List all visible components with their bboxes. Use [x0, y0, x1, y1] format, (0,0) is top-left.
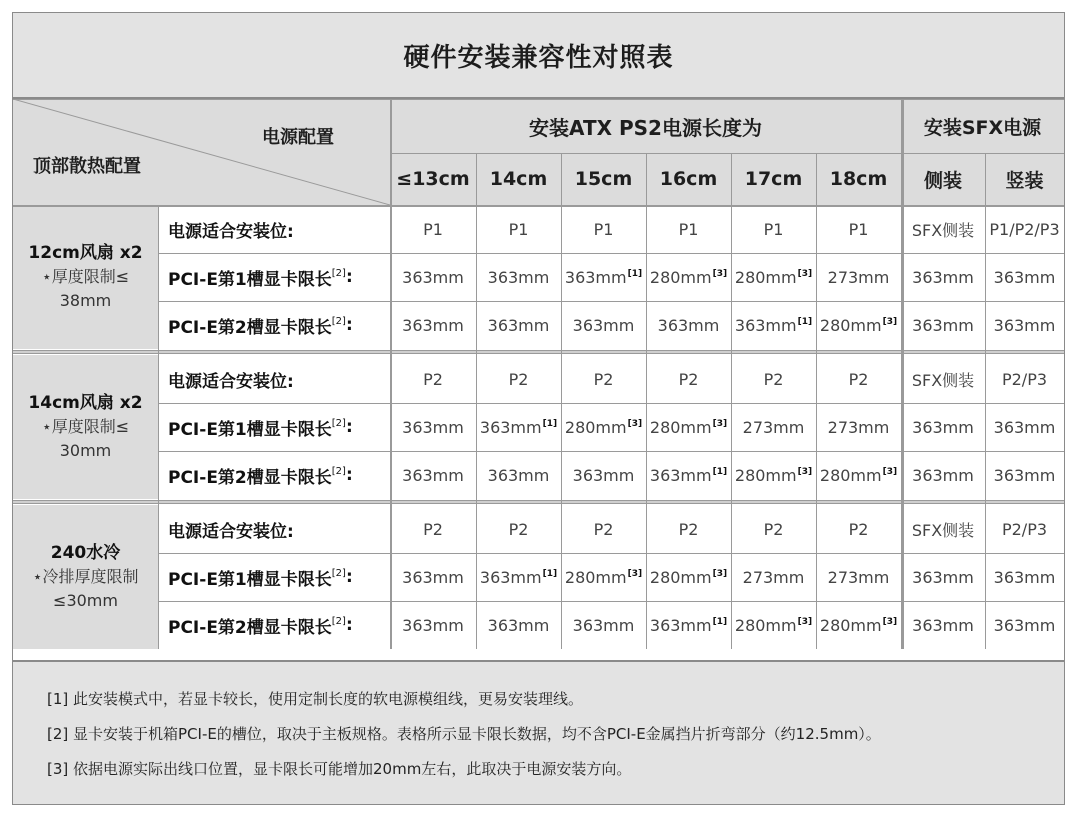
- grid-line: [158, 301, 1064, 302]
- cell-value: 363mm: [993, 615, 1056, 635]
- table-cell: [901, 601, 985, 649]
- cell-value: 363mm: [993, 567, 1056, 587]
- column-header: 竖装: [985, 153, 1064, 205]
- cell-value: 363mm: [993, 465, 1056, 485]
- cell-value: 363mm: [479, 417, 542, 437]
- grid-line: [158, 205, 159, 649]
- cell-value: P2: [508, 519, 529, 539]
- table-cell: [985, 355, 1064, 403]
- row-label-text: 电源适合安装位:: [168, 221, 294, 242]
- cell-value: P2: [848, 519, 869, 539]
- cell-value: 273mm: [827, 567, 890, 587]
- table-cell: [646, 553, 731, 601]
- cell-value: P1: [678, 219, 699, 239]
- cell-value: 363mm: [912, 465, 974, 485]
- row-label-mount: [158, 205, 390, 253]
- table-cell: [390, 355, 476, 403]
- table-cell: [731, 553, 816, 601]
- cell-value: 363mm: [993, 267, 1056, 287]
- grid-line: [13, 99, 1064, 100]
- table-cell: [561, 553, 646, 601]
- cell-value: 363mm: [572, 315, 635, 335]
- cell-value: P2: [678, 369, 699, 389]
- row-label-colon: :: [345, 417, 353, 437]
- cell-footnote-ref: [3]: [797, 467, 813, 477]
- grid-line: [646, 153, 647, 649]
- table-cell: [646, 355, 731, 403]
- cell-value: 280mm: [564, 417, 627, 437]
- column-header: ≤13cm: [390, 153, 476, 205]
- table-cell: [476, 451, 561, 499]
- table-cell: [816, 553, 901, 601]
- row-label-mount: [158, 505, 390, 553]
- cell-value: 363mm: [572, 615, 635, 635]
- cell-footnote-ref: [3]: [627, 419, 643, 429]
- table-cell: [901, 451, 985, 499]
- cell-value: 280mm: [564, 567, 627, 587]
- cell-value: 280mm: [734, 465, 797, 485]
- corner-left-label: 顶部散热配置: [33, 156, 141, 177]
- grid-line: [731, 153, 732, 649]
- grid-line: [158, 553, 1064, 554]
- row-label-mount: [158, 355, 390, 403]
- table-cell: [985, 205, 1064, 253]
- cell-value: 363mm: [487, 615, 550, 635]
- table-cell: [561, 601, 646, 649]
- cell-footnote-ref: [3]: [712, 419, 728, 429]
- table-cell: [561, 505, 646, 553]
- table-cell: [731, 355, 816, 403]
- table-cell: [476, 205, 561, 253]
- cell-value: P2: [763, 369, 784, 389]
- grid-line: [476, 153, 477, 649]
- cell-value: SFX侧装: [911, 520, 975, 540]
- grid-line: [901, 99, 904, 649]
- cell-value: 273mm: [742, 567, 805, 587]
- cell-footnote-ref: [1]: [712, 467, 728, 477]
- cell-value: P2/P3: [1001, 369, 1048, 389]
- cell-footnote-ref: [3]: [882, 317, 898, 327]
- table-cell: [985, 553, 1064, 601]
- cell-value: 363mm: [734, 315, 797, 335]
- column-header: 15cm: [561, 153, 646, 205]
- table-cell: [390, 451, 476, 499]
- cell-value: P2/P3: [1001, 519, 1048, 539]
- cell-footnote-ref: [1]: [797, 317, 813, 327]
- cell-value: P1: [848, 219, 869, 239]
- cell-footnote-ref: [1]: [542, 569, 558, 579]
- section-group-cell: [13, 505, 158, 649]
- section-note-line-1: ⋆厚度限制≤: [41, 267, 130, 286]
- row-label-footnote-ref: [2]: [331, 465, 346, 477]
- table-cell: [476, 301, 561, 349]
- cell-value: P2: [848, 369, 869, 389]
- row-label-text: PCI-E第1槽显卡限长: [168, 419, 332, 440]
- table-cell: [816, 301, 901, 349]
- table-cell: [731, 301, 816, 349]
- cell-value: P1: [763, 219, 784, 239]
- table-cell: [476, 253, 561, 301]
- table-cell: [390, 205, 476, 253]
- column-header: 侧装: [901, 153, 985, 205]
- row-label-text: PCI-E第1槽显卡限长: [168, 569, 332, 590]
- row-label-footnote-ref: [2]: [331, 267, 346, 279]
- section-name: 14cm风扇 x2: [28, 393, 143, 413]
- row-label-footnote-ref: [2]: [331, 615, 346, 627]
- table-cell: [390, 253, 476, 301]
- section-separator: [13, 500, 1064, 504]
- table-cell: [561, 403, 646, 451]
- cell-value: 363mm: [479, 567, 542, 587]
- grid-line: [158, 403, 1064, 404]
- cell-value: 280mm: [649, 567, 712, 587]
- cell-value: 280mm: [649, 417, 712, 437]
- table-cell: [985, 301, 1064, 349]
- cell-footnote-ref: [3]: [882, 467, 898, 477]
- cell-value: 363mm: [402, 567, 464, 587]
- atx-group-header: 安装ATX PS2电源长度为: [390, 99, 901, 153]
- cell-value: P1/P2/P3: [989, 219, 1060, 239]
- cell-value: 363mm: [912, 567, 974, 587]
- table-cell: [390, 601, 476, 649]
- cell-value: P2: [678, 519, 699, 539]
- corner-top-label: 电源配置: [262, 127, 334, 148]
- section-note-line-1: ⋆冷排厚度限制: [32, 567, 139, 586]
- cell-value: 363mm: [564, 267, 627, 287]
- table-cell: [646, 601, 731, 649]
- cell-value: 363mm: [912, 315, 974, 335]
- table-cell: [476, 553, 561, 601]
- table-cell: [390, 505, 476, 553]
- table-cell: [901, 403, 985, 451]
- section-group-cell: [13, 355, 158, 499]
- grid-line: [561, 153, 562, 649]
- grid-line: [390, 99, 392, 649]
- row-label-pcie1: [158, 403, 390, 451]
- grid-line: [390, 153, 1064, 154]
- footnote-3: [3] 依据电源实际出线口位置，显卡限长可能增加20mm左右，此取决于电源安装方向。: [47, 760, 632, 778]
- table-cell: [816, 205, 901, 253]
- compatibility-sheet: [12, 12, 1065, 805]
- row-label-footnote-ref: [2]: [331, 567, 346, 579]
- column-header: 14cm: [476, 153, 561, 205]
- table-cell: [901, 253, 985, 301]
- table-cell: [476, 505, 561, 553]
- table-cell: [901, 205, 985, 253]
- column-header: 17cm: [731, 153, 816, 205]
- cell-value: 363mm: [657, 315, 720, 335]
- cell-value: 363mm: [402, 417, 464, 437]
- row-label-pcie2: [158, 451, 390, 499]
- cell-value: P2: [593, 519, 614, 539]
- table-cell: [731, 505, 816, 553]
- table-cell: [646, 253, 731, 301]
- cell-value: 280mm: [734, 267, 797, 287]
- cell-value: 280mm: [819, 615, 882, 635]
- cell-value: 363mm: [572, 465, 635, 485]
- row-label-footnote-ref: [2]: [331, 315, 346, 327]
- section-name: 12cm风扇 x2: [28, 243, 143, 263]
- cell-value: P2: [423, 519, 443, 539]
- table-cell: [476, 355, 561, 403]
- cell-value: P2: [423, 369, 443, 389]
- table-cell: [816, 355, 901, 403]
- section-note-line-1: ⋆厚度限制≤: [41, 417, 130, 436]
- grid-line: [13, 205, 1064, 207]
- row-label-text: 电源适合安装位:: [168, 521, 294, 542]
- section-note-line-2: 38mm: [59, 291, 112, 310]
- table-cell: [985, 253, 1064, 301]
- cell-footnote-ref: [3]: [712, 569, 728, 579]
- section-separator: [13, 350, 1064, 354]
- page-title: 硬件安装兼容性对照表: [13, 13, 1064, 99]
- cell-value: P2: [508, 369, 529, 389]
- row-label-colon: :: [345, 465, 353, 485]
- table-cell: [985, 601, 1064, 649]
- row-label-pcie1: [158, 553, 390, 601]
- corner-header: [13, 99, 390, 205]
- cell-value: 273mm: [827, 417, 890, 437]
- cell-value: SFX侧装: [911, 370, 975, 390]
- cell-footnote-ref: [3]: [797, 617, 813, 627]
- row-label-pcie1: [158, 253, 390, 301]
- table-cell: [731, 205, 816, 253]
- row-label-text: PCI-E第2槽显卡限长: [168, 617, 332, 638]
- row-label-text: 电源适合安装位:: [168, 371, 294, 392]
- row-label-text: PCI-E第2槽显卡限长: [168, 467, 332, 488]
- table-cell: [646, 451, 731, 499]
- cell-footnote-ref: [3]: [712, 269, 728, 279]
- table-cell: [390, 301, 476, 349]
- table-cell: [561, 253, 646, 301]
- table-cell: [901, 505, 985, 553]
- row-label-colon: :: [345, 567, 353, 587]
- table-cell: [816, 403, 901, 451]
- cell-value: 363mm: [993, 417, 1056, 437]
- section-name: 240水冷: [50, 543, 121, 563]
- cell-value: 363mm: [487, 267, 550, 287]
- footnote-1: [1] 此安装模式中，若显卡较长，使用定制长度的软电源模组线，更易安装理线。: [47, 690, 584, 708]
- table-cell: [816, 505, 901, 553]
- cell-value: 280mm: [819, 315, 882, 335]
- table-cell: [985, 505, 1064, 553]
- cell-footnote-ref: [1]: [627, 269, 643, 279]
- cell-value: P1: [423, 219, 443, 239]
- cell-value: 363mm: [402, 315, 464, 335]
- table-cell: [731, 601, 816, 649]
- table-cell: [816, 601, 901, 649]
- row-label-footnote-ref: [2]: [331, 417, 346, 429]
- cell-value: P1: [593, 219, 614, 239]
- table-cell: [561, 205, 646, 253]
- cell-value: 363mm: [402, 267, 464, 287]
- row-label-colon: :: [345, 267, 353, 287]
- table-cell: [901, 301, 985, 349]
- cell-value: 363mm: [487, 315, 550, 335]
- sfx-group-header: 安装SFX电源: [901, 99, 1064, 153]
- section-note-line-2: 30mm: [59, 441, 112, 460]
- table-cell: [476, 601, 561, 649]
- cell-value: P2: [593, 369, 614, 389]
- table-cell: [646, 301, 731, 349]
- table-cell: [561, 355, 646, 403]
- cell-value: 273mm: [742, 417, 805, 437]
- table-cell: [476, 403, 561, 451]
- cell-footnote-ref: [3]: [797, 269, 813, 279]
- grid-line: [816, 153, 817, 649]
- table-cell: [561, 301, 646, 349]
- cell-footnote-ref: [1]: [542, 419, 558, 429]
- grid-line: [158, 253, 1064, 254]
- table-cell: [985, 451, 1064, 499]
- section-group-cell: [13, 205, 158, 349]
- row-label-text: PCI-E第1槽显卡限长: [168, 269, 332, 290]
- cell-value: 363mm: [487, 465, 550, 485]
- table-cell: [816, 253, 901, 301]
- row-label-pcie2: [158, 601, 390, 649]
- table-cell: [646, 205, 731, 253]
- row-label-colon: :: [345, 315, 353, 335]
- cell-value: 280mm: [649, 267, 712, 287]
- table-cell: [901, 355, 985, 403]
- footnotes: [13, 660, 1064, 804]
- table-cell: [731, 403, 816, 451]
- row-label-text: PCI-E第2槽显卡限长: [168, 317, 332, 338]
- cell-footnote-ref: [3]: [627, 569, 643, 579]
- cell-value: 363mm: [402, 615, 464, 635]
- table-cell: [646, 505, 731, 553]
- row-label-pcie2: [158, 301, 390, 349]
- cell-value: P2: [763, 519, 784, 539]
- table-cell: [816, 451, 901, 499]
- column-header: 18cm: [816, 153, 901, 205]
- table-cell: [646, 403, 731, 451]
- grid-line: [158, 601, 1064, 602]
- table-cell: [390, 403, 476, 451]
- table-cell: [901, 553, 985, 601]
- table-cell: [731, 451, 816, 499]
- grid-line: [985, 153, 986, 649]
- cell-value: 363mm: [402, 465, 464, 485]
- cell-footnote-ref: [3]: [882, 617, 898, 627]
- table-cell: [561, 451, 646, 499]
- cell-value: 363mm: [649, 615, 712, 635]
- cell-value: 363mm: [649, 465, 712, 485]
- table-cell: [985, 403, 1064, 451]
- table-cell: [390, 553, 476, 601]
- cell-value: SFX侧装: [911, 220, 975, 240]
- cell-value: P1: [508, 219, 529, 239]
- row-label-colon: :: [345, 615, 353, 635]
- table-cell: [731, 253, 816, 301]
- cell-value: 273mm: [827, 267, 890, 287]
- grid-line: [158, 451, 1064, 452]
- cell-value: 280mm: [819, 465, 882, 485]
- cell-value: 363mm: [912, 267, 974, 287]
- cell-value: 363mm: [912, 417, 974, 437]
- cell-footnote-ref: [1]: [712, 617, 728, 627]
- cell-value: 280mm: [734, 615, 797, 635]
- footnote-2: [2] 显卡安装于机箱PCI-E的槽位，取决于主板规格。表格所示显卡限长数据，均不含PCI-E金属挡片折弯部分（约12.5mm）。: [47, 725, 881, 743]
- cell-value: 363mm: [912, 615, 974, 635]
- section-note-line-2: ≤30mm: [53, 591, 118, 610]
- cell-value: 363mm: [993, 315, 1056, 335]
- column-header: 16cm: [646, 153, 731, 205]
